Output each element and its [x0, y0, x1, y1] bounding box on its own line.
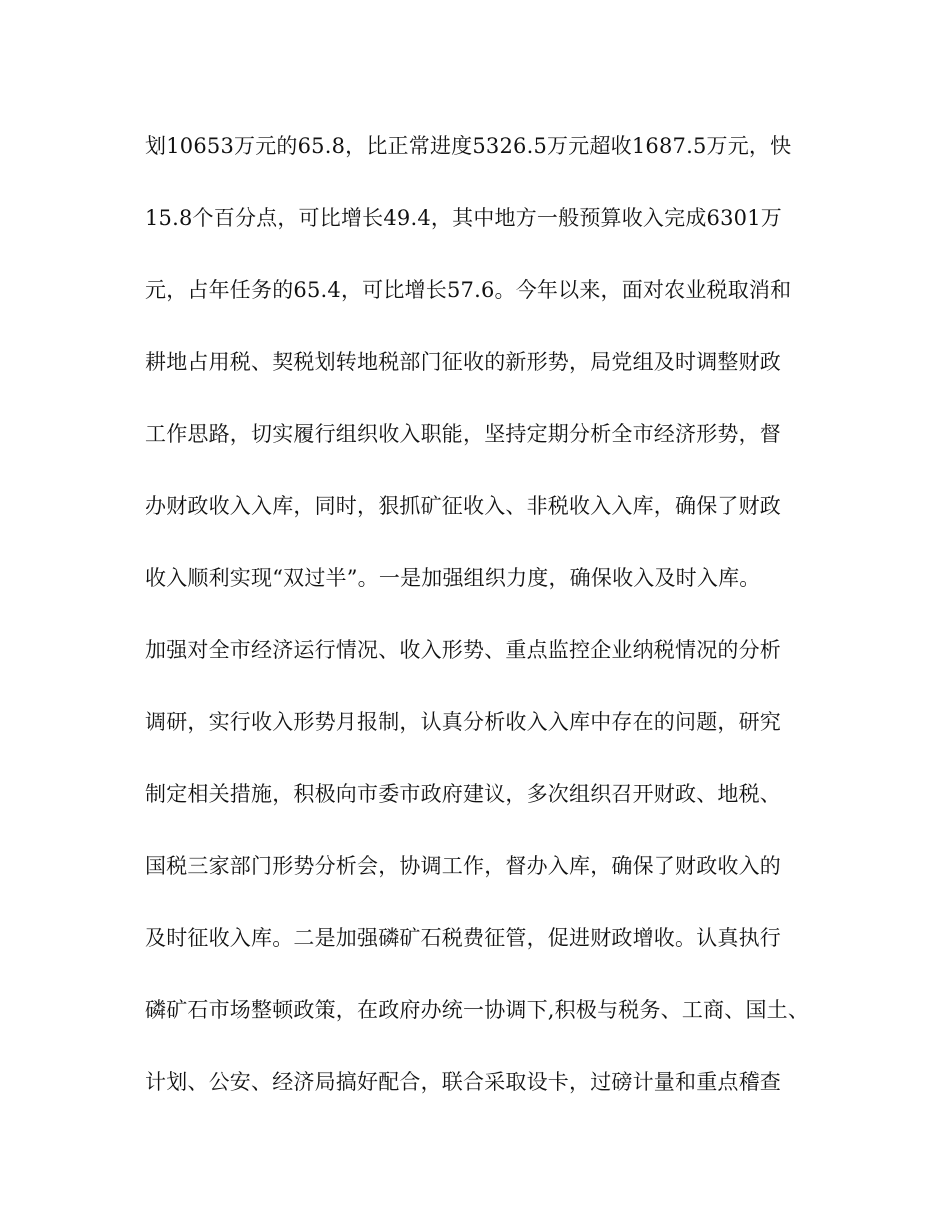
text-line: 办财政收入入库，同时，狠抓矿征收入、非税收入入库，确保了财政 — [145, 494, 781, 518]
text-line: 元，占年任务的65.4，可比增长57.6。今年以来，面对农业税取消和 — [145, 278, 792, 302]
text-line: 工作思路，切实履行组织收入职能，坚持定期分析全市经济形势，督 — [145, 422, 781, 446]
text-line: 及时征收入库。二是加强磷矿石税费征管，促进财政增收。认真执行 — [145, 926, 781, 950]
text-line: 收入顺利实现“双过半”。一是加强组织力度，确保收入及时入库。 — [145, 566, 761, 590]
text-line: 国税三家部门形势分析会，协调工作，督办入库，确保了财政收入的 — [145, 854, 781, 878]
text-line: 耕地占用税、契税划转地税部门征收的新形势，局党组及时调整财政 — [145, 350, 781, 374]
text-line: 加强对全市经济运行情况、收入形势、重点监控企业纳税情况的分析 — [145, 638, 781, 662]
body-text — [145, 128, 835, 1136]
text-line: 调研，实行收入形势月报制，认真分析收入入库中存在的问题，研究 — [145, 710, 781, 734]
text-line: 制定相关措施，积极向市委市政府建议，多次组织召开财政、地税、 — [145, 782, 781, 806]
text-line: 划10653万元的65.8，比正常进度5326.5万元超收1687.5万元，快 — [145, 134, 792, 158]
text-line: 磷矿石市场整顿政策，在政府办统一协调下,积极与税务、工商、国土、 — [145, 998, 810, 1022]
text-line: 计划、公安、经济局搞好配合，联合采取设卡，过磅计量和重点稽查 — [145, 1070, 781, 1094]
text-line: 15.8个百分点，可比增长49.4，其中地方一般预算收入完成6301万 — [145, 206, 782, 230]
